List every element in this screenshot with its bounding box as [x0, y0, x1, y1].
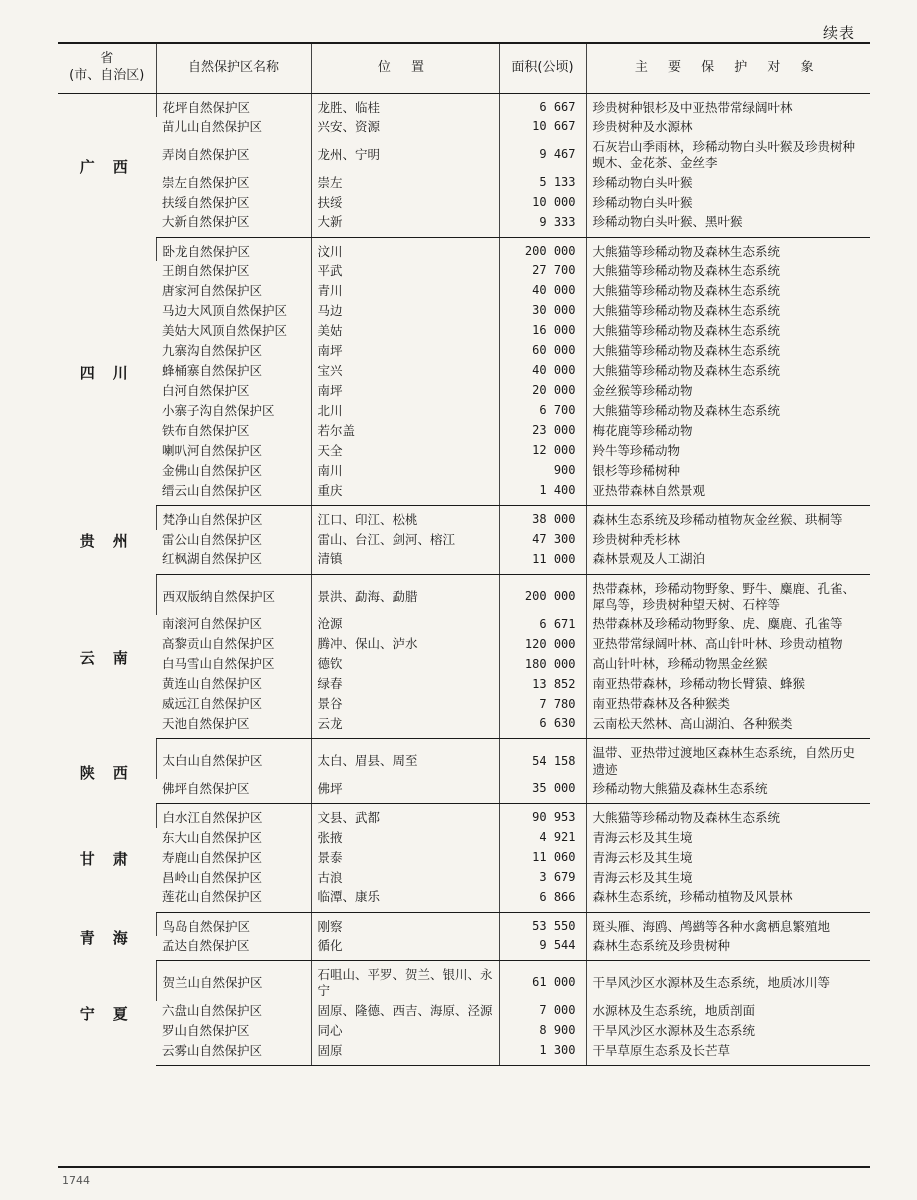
area-cell: 120 000 [499, 635, 586, 655]
table-row [58, 213, 870, 237]
area-cell: 30 000 [499, 301, 586, 321]
location-cell: 大新 [311, 213, 499, 237]
table-row [58, 1001, 870, 1021]
reserve-table-container [58, 42, 870, 1066]
table-row [58, 530, 870, 550]
table-row [58, 912, 870, 936]
targets-cell: 干旱风沙区水源林及生态系统，地质冰川等 [586, 961, 870, 1002]
table-row [58, 961, 870, 1002]
location-cell: 若尔盖 [311, 421, 499, 441]
table-row [58, 675, 870, 695]
reserve-name-cell: 白马雪山自然保护区 [162, 656, 275, 672]
targets-cell: 森林生态系统及珍贵树种 [586, 936, 870, 960]
targets-cell: 云南松天然林、高山湖泊、各种猴类 [586, 715, 870, 739]
location-cell: 崇左 [311, 173, 499, 193]
area-cell: 5 133 [499, 173, 586, 193]
targets-cell: 珍稀动物白头叶猴 [586, 193, 870, 213]
targets-cell: 大熊猫等珍稀动物及森林生态系统 [586, 237, 870, 261]
location-cell: 张掖 [311, 828, 499, 848]
reserve-name-cell: 弄岗自然保护区 [162, 146, 250, 162]
targets-cell: 亚热带森林自然景观 [586, 481, 870, 505]
reserve-name-cell: 缙云山自然保护区 [156, 481, 311, 505]
table-row [58, 321, 870, 341]
location-cell: 龙州、宁明 [311, 137, 499, 173]
location-cell: 南川 [311, 461, 499, 481]
reserve-name-cell: 寿鹿山自然保护区 [162, 849, 263, 865]
targets-cell: 青海云杉及其生境 [586, 848, 870, 868]
targets-cell: 大熊猫等珍稀动物及森林生态系统 [586, 261, 870, 281]
area-cell: 47 300 [499, 530, 586, 550]
location-cell: 清镇 [311, 550, 499, 574]
table-row [58, 506, 870, 530]
area-cell: 900 [499, 461, 586, 481]
targets-cell: 大熊猫等珍稀动物及森林生态系统 [586, 281, 870, 301]
targets-cell: 温带、亚热带过渡地区森林生态系统，自然历史遗迹 [586, 739, 870, 780]
location-cell: 固原、隆德、西吉、海原、泾源 [311, 1001, 499, 1021]
targets-cell: 珍稀动物大熊猫及森林生态系统 [586, 779, 870, 803]
location-cell: 雷山、台江、剑河、榕江 [311, 530, 499, 550]
location-cell: 循化 [311, 936, 499, 960]
table-row [58, 137, 870, 173]
area-cell: 6 700 [499, 401, 586, 421]
table-row [58, 361, 870, 381]
header-province-line1: 省 [100, 51, 114, 67]
table-row [58, 779, 870, 803]
location-cell: 文县、武都 [311, 804, 499, 828]
reserve-name-cell: 九寨沟自然保护区 [162, 343, 263, 359]
location-cell: 腾冲、保山、泸水 [311, 635, 499, 655]
targets-cell: 珍贵树种银杉及中亚热带常绿阔叶林 [586, 93, 870, 117]
table-row [58, 888, 870, 912]
table-row [58, 715, 870, 739]
area-cell: 90 953 [499, 804, 586, 828]
reserve-name-cell: 云雾山自然保护区 [156, 1041, 311, 1065]
reserve-name-cell: 崇左自然保护区 [162, 174, 250, 190]
location-cell: 南坪 [311, 381, 499, 401]
reserve-name-cell: 金佛山自然保护区 [162, 463, 263, 479]
province-cell: 四川 [79, 363, 146, 382]
targets-cell: 青海云杉及其生境 [586, 868, 870, 888]
reserve-name-cell: 罗山自然保护区 [162, 1022, 250, 1038]
targets-cell: 南亚热带森林及各种猴类 [586, 695, 870, 715]
area-cell: 11 060 [499, 848, 586, 868]
location-cell: 云龙 [311, 715, 499, 739]
reserve-name-cell: 蜂桶寨自然保护区 [162, 363, 263, 379]
targets-cell: 珍贵树种及水源林 [586, 117, 870, 137]
reserve-name-cell: 铁布自然保护区 [162, 423, 250, 439]
table-row [58, 173, 870, 193]
area-cell: 180 000 [499, 655, 586, 675]
table-body [58, 93, 870, 1065]
continued-label: 续表 [822, 24, 855, 42]
table-row [58, 93, 870, 117]
targets-cell: 大熊猫等珍稀动物及森林生态系统 [586, 804, 870, 828]
location-cell: 宝兴 [311, 361, 499, 381]
area-cell: 1 300 [499, 1041, 586, 1065]
targets-cell: 森林景观及人工湖泊 [586, 550, 870, 574]
targets-cell: 梅花鹿等珍稀动物 [586, 421, 870, 441]
targets-cell: 羚牛等珍稀动物 [586, 441, 870, 461]
table-row [58, 381, 870, 401]
reserve-name-cell: 梵净山自然保护区 [156, 506, 311, 530]
area-cell: 16 000 [499, 321, 586, 341]
area-cell: 12 000 [499, 441, 586, 461]
location-cell: 南坪 [311, 341, 499, 361]
table-row [58, 261, 870, 281]
table-row [58, 804, 870, 828]
table-row [58, 281, 870, 301]
reserve-name-cell: 白河自然保护区 [162, 383, 250, 399]
table-row [58, 868, 870, 888]
table-row [58, 1021, 870, 1041]
targets-cell: 亚热带常绿阔叶林、高山针叶林、珍贵动植物 [586, 635, 870, 655]
reserve-name-cell: 马边大风顶自然保护区 [162, 303, 288, 319]
province-cell: 青海 [79, 928, 146, 947]
area-cell: 6 671 [499, 615, 586, 635]
location-cell: 兴安、资源 [311, 117, 499, 137]
area-cell: 20 000 [499, 381, 586, 401]
header-area: 面积(公顷) [499, 43, 586, 93]
reserve-name-cell: 天池自然保护区 [156, 715, 311, 739]
header-province [58, 43, 156, 93]
area-cell: 61 000 [499, 961, 586, 1002]
targets-cell: 大熊猫等珍稀动物及森林生态系统 [586, 321, 870, 341]
area-cell: 35 000 [499, 779, 586, 803]
reserve-name-cell: 威远江自然保护区 [162, 696, 263, 712]
reserve-name-cell: 苗儿山自然保护区 [162, 119, 263, 135]
targets-cell: 银杉等珍稀树种 [586, 461, 870, 481]
reserve-name-cell: 六盘山自然保护区 [162, 1002, 263, 1018]
area-cell: 6 866 [499, 888, 586, 912]
table-row [58, 936, 870, 960]
location-cell: 北川 [311, 401, 499, 421]
header-name: 自然保护区名称 [156, 43, 311, 93]
table-row [58, 301, 870, 321]
location-cell: 德钦 [311, 655, 499, 675]
area-cell: 3 679 [499, 868, 586, 888]
table-row [58, 441, 870, 461]
targets-cell: 森林生态系统及珍稀动植物灰金丝猴、珙桐等 [586, 506, 870, 530]
area-cell: 6 630 [499, 715, 586, 739]
area-cell: 9 544 [499, 936, 586, 960]
location-cell: 同心 [311, 1021, 499, 1041]
table-row [58, 615, 870, 635]
reserve-name-cell: 黄连山自然保护区 [162, 676, 263, 692]
location-cell: 景谷 [311, 695, 499, 715]
targets-cell: 高山针叶林，珍稀动物黑金丝猴 [586, 655, 870, 675]
table-row [58, 237, 870, 261]
area-cell: 8 900 [499, 1021, 586, 1041]
targets-cell: 水源林及生态系统，地质剖面 [586, 1001, 870, 1021]
area-cell: 1 400 [499, 481, 586, 505]
reserve-name-cell: 鸟岛自然保护区 [156, 912, 311, 936]
location-cell: 刚察 [311, 912, 499, 936]
table-row [58, 550, 870, 574]
reserve-name-cell: 卧龙自然保护区 [156, 237, 311, 261]
area-cell: 7 780 [499, 695, 586, 715]
table-row [58, 401, 870, 421]
location-cell: 汶川 [311, 237, 499, 261]
location-cell: 江口、印江、松桃 [311, 506, 499, 530]
targets-cell: 大熊猫等珍稀动物及森林生态系统 [586, 301, 870, 321]
area-cell: 54 158 [499, 739, 586, 780]
location-cell: 龙胜、临桂 [311, 93, 499, 117]
location-cell: 青川 [311, 281, 499, 301]
targets-cell: 大熊猫等珍稀动物及森林生态系统 [586, 361, 870, 381]
location-cell: 古浪 [311, 868, 499, 888]
table-row [58, 341, 870, 361]
header-province-line2: (市、自治区) [69, 68, 145, 84]
reserve-table [58, 42, 870, 1066]
table-row [58, 739, 870, 780]
reserve-name-cell: 喇叭河自然保护区 [162, 443, 263, 459]
table-row [58, 655, 870, 675]
location-cell: 太白、眉县、周至 [311, 739, 499, 780]
reserve-name-cell: 王朗自然保护区 [162, 263, 250, 279]
targets-cell: 珍稀动物白头叶猴 [586, 173, 870, 193]
area-cell: 53 550 [499, 912, 586, 936]
reserve-name-cell: 莲花山自然保护区 [156, 888, 311, 912]
location-cell: 马边 [311, 301, 499, 321]
targets-cell: 大熊猫等珍稀动物及森林生态系统 [586, 341, 870, 361]
reserve-name-cell: 唐家河自然保护区 [162, 283, 263, 299]
location-cell: 绿春 [311, 675, 499, 695]
table-row [58, 193, 870, 213]
area-cell: 23 000 [499, 421, 586, 441]
area-cell: 6 667 [499, 93, 586, 117]
reserve-name-cell: 贺兰山自然保护区 [156, 961, 311, 1002]
area-cell: 7 000 [499, 1001, 586, 1021]
targets-cell: 森林生态系统，珍稀动植物及风景林 [586, 888, 870, 912]
province-cell: 广西 [79, 157, 146, 176]
location-cell: 沧源 [311, 615, 499, 635]
location-cell: 扶绥 [311, 193, 499, 213]
table-row [58, 635, 870, 655]
reserve-name-cell: 美姑大风顶自然保护区 [162, 323, 288, 339]
province-cell: 贵州 [79, 532, 146, 551]
targets-cell: 青海云杉及其生境 [586, 828, 870, 848]
location-cell: 美姑 [311, 321, 499, 341]
area-cell: 38 000 [499, 506, 586, 530]
reserve-name-cell: 南滚河自然保护区 [162, 616, 263, 632]
reserve-name-cell: 昌岭山自然保护区 [162, 869, 263, 885]
area-cell: 11 000 [499, 550, 586, 574]
table-row [58, 1041, 870, 1065]
reserve-name-cell: 小寨子沟自然保护区 [162, 403, 275, 419]
table-row [58, 117, 870, 137]
area-cell: 200 000 [499, 237, 586, 261]
header-row [58, 43, 870, 93]
page-number: 1744 [62, 1174, 90, 1187]
targets-cell: 热带森林及珍稀动物野象、虎、麋鹿、孔雀等 [586, 615, 870, 635]
location-cell: 天全 [311, 441, 499, 461]
reserve-name-cell: 佛坪自然保护区 [156, 779, 311, 803]
targets-cell: 金丝猴等珍稀动物 [586, 381, 870, 401]
location-cell: 重庆 [311, 481, 499, 505]
targets-cell: 南亚热带森林，珍稀动物长臂猿、蜂猴 [586, 675, 870, 695]
location-cell: 临潭、康乐 [311, 888, 499, 912]
reserve-name-cell: 花坪自然保护区 [156, 93, 311, 117]
table-row [58, 848, 870, 868]
table-row [58, 828, 870, 848]
table-row [58, 461, 870, 481]
reserve-name-cell: 白水江自然保护区 [156, 804, 311, 828]
header-location: 位 置 [311, 43, 499, 93]
targets-cell: 干旱草原生态系及长芒草 [586, 1041, 870, 1065]
targets-cell: 热带森林，珍稀动物野象、野牛、麋鹿、孔雀、犀鸟等，珍贵树种望天树、石梓等 [586, 574, 870, 615]
reserve-name-cell: 西双版纳自然保护区 [156, 574, 311, 615]
reserve-name-cell: 扶绥自然保护区 [162, 194, 250, 210]
area-cell: 4 921 [499, 828, 586, 848]
targets-cell: 干旱风沙区水源林及生态系统 [586, 1021, 870, 1041]
reserve-name-cell: 孟达自然保护区 [156, 936, 311, 960]
area-cell: 10 667 [499, 117, 586, 137]
reserve-name-cell: 太白山自然保护区 [156, 739, 311, 780]
bottom-rule [58, 1166, 870, 1168]
location-cell: 石咀山、平罗、贺兰、银川、永宁 [311, 961, 499, 1002]
reserve-name-cell: 东大山自然保护区 [162, 829, 263, 845]
area-cell: 40 000 [499, 281, 586, 301]
location-cell: 佛坪 [311, 779, 499, 803]
location-cell: 平武 [311, 261, 499, 281]
reserve-name-cell: 高黎贡山自然保护区 [162, 636, 275, 652]
province-cell: 云南 [79, 648, 146, 667]
targets-cell: 珍稀动物白头叶猴、黑叶猴 [586, 213, 870, 237]
area-cell: 13 852 [499, 675, 586, 695]
location-cell: 景洪、勐海、勐腊 [311, 574, 499, 615]
table-row [58, 481, 870, 505]
location-cell: 景泰 [311, 848, 499, 868]
area-cell: 27 700 [499, 261, 586, 281]
targets-cell: 斑头雁、海鸥、鸬鹚等各种水禽栖息繁殖地 [586, 912, 870, 936]
table-row [58, 695, 870, 715]
reserve-name-cell: 红枫湖自然保护区 [156, 550, 311, 574]
table-row [58, 421, 870, 441]
area-cell: 60 000 [499, 341, 586, 361]
targets-cell: 珍贵树种秃杉林 [586, 530, 870, 550]
reserve-name-cell: 雷公山自然保护区 [162, 531, 263, 547]
area-cell: 40 000 [499, 361, 586, 381]
targets-cell: 大熊猫等珍稀动物及森林生态系统 [586, 401, 870, 421]
table-row [58, 574, 870, 615]
province-cell: 甘肃 [79, 850, 146, 869]
area-cell: 200 000 [499, 574, 586, 615]
province-cell: 宁夏 [79, 1005, 146, 1024]
reserve-name-cell: 大新自然保护区 [156, 213, 311, 237]
area-cell: 10 000 [499, 193, 586, 213]
header-targets: 主 要 保 护 对 象 [586, 43, 870, 93]
area-cell: 9 333 [499, 213, 586, 237]
location-cell: 固原 [311, 1041, 499, 1065]
province-cell: 陕西 [79, 763, 146, 782]
area-cell: 9 467 [499, 137, 586, 173]
targets-cell: 石灰岩山季雨林，珍稀动物白头叶猴及珍贵树种蚬木、金花茶、金丝李 [586, 137, 870, 173]
